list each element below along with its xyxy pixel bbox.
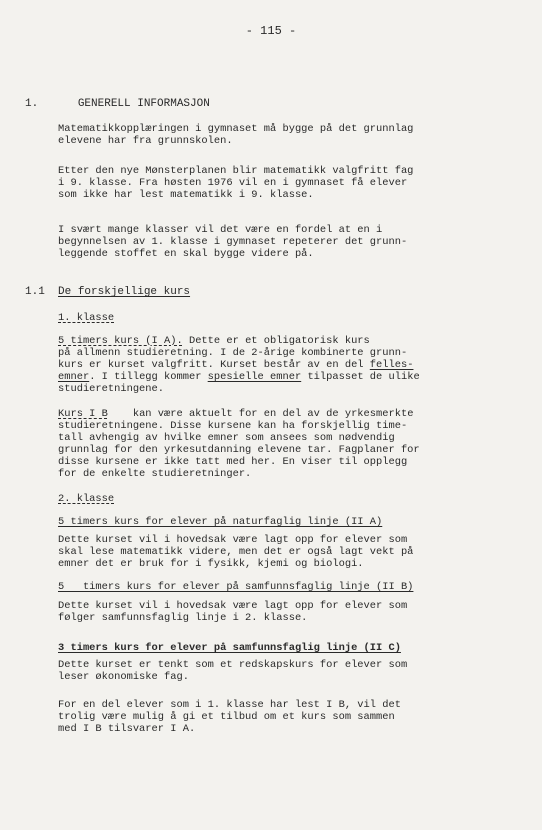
course-heading: Kurs I B: [58, 408, 108, 420]
text-line: skal lese matematikk videre, men det er også lagt vekt på: [58, 546, 414, 558]
course-heading-2c: 3 timers kurs for elever på samfunnsfaglig linje (II C): [58, 642, 401, 654]
subheading-2-klasse: 2. klasse: [58, 493, 115, 505]
text-line: begynnelsen av 1. klasse i gymnaset repeterer det grunn-: [58, 236, 408, 248]
course-heading-2b: 5 timers kurs for elever på samfunnsfaglig linje (II B): [58, 581, 414, 593]
page-number: - 115 -: [245, 24, 297, 38]
underlined-term: emner: [58, 371, 90, 383]
text-line: tall avhengig av hvilke emner som ansees som nødvendig: [58, 432, 395, 444]
text-line: studieretningene. Disse kursene kan ha forskjellig time-: [58, 420, 408, 432]
text-line: [58, 360, 413, 372]
section-number: 1.: [25, 98, 39, 110]
text-line: leggende stoffet en skal bygge videre på.: [58, 248, 314, 260]
course-heading-2a: 5 timers kurs for elever på naturfaglig linje (II A): [58, 516, 383, 528]
text-line: disse kursene er ikke tatt med her. En viser til opplegg: [58, 456, 408, 468]
text-line: [58, 409, 413, 421]
text-line: med I B tilsvarer I A.: [58, 723, 196, 735]
section-title: De forskjellige kurs: [58, 286, 191, 298]
text-line: [58, 336, 370, 348]
text-span: kurs er kurset valgfritt. Kurset består av en del: [58, 359, 364, 371]
text-line: Dette kurset vil i hovedsak være lagt opp for elever som: [58, 534, 408, 546]
course-heading: 5 timers kurs (I A).: [58, 335, 183, 347]
text-span: . I tillegg kommer: [89, 371, 208, 383]
section-title: GENERELL INFORMASJON: [77, 98, 210, 110]
text-line: elevene har fra grunnskolen.: [58, 135, 233, 147]
text-line: Etter den nye Mønsterplanen blir matematikk valgfritt fag: [58, 165, 414, 177]
underlined-term: felles-: [369, 359, 414, 371]
text-line: for de enkelte studieretninger.: [58, 468, 252, 480]
text-line: studieretningene.: [58, 383, 165, 395]
text-line: grunnlag for den yrkesutdanning elevene tar. Fagplaner for: [58, 444, 420, 456]
text-line: leser økonomiske fag.: [58, 671, 189, 683]
underlined-term: spesielle emner: [207, 371, 302, 383]
text-line: som ikke har lest matematikk i 9. klasse.: [58, 189, 314, 201]
text-line: i 9. klasse. Fra høsten 1976 vil en i gymnaset få elever: [58, 177, 408, 189]
text-line: på allmenn studieretning. I de 2-årige kombinerte grunn-: [58, 347, 408, 359]
text-line: Matematikkopplæringen i gymnaset må bygge på det grunnlag: [58, 123, 414, 135]
text-line: For en del elever som i 1. klasse har lest I B, vil det: [58, 699, 401, 711]
section-1-heading: [25, 98, 210, 110]
text-span: kan være aktuelt for en del av de yrkesmerkte: [107, 408, 414, 420]
text-line: følger samfunnsfaglig linje i 2. klasse.: [58, 612, 308, 624]
text-line: [58, 372, 420, 384]
section-1-1-heading: [25, 286, 190, 298]
subheading-1-klasse: 1. klasse: [58, 312, 115, 324]
text-span: Dette er et obligatorisk kurs: [182, 335, 370, 347]
text-line: trolig være mulig å gi et tilbud om et kurs som sammen: [58, 711, 395, 723]
section-number: 1.1: [25, 286, 45, 298]
text-line: Dette kurset vil i hovedsak være lagt opp for elever som: [58, 600, 408, 612]
text-span: tilpasset de ulike: [301, 371, 420, 383]
text-line: Dette kurset er tenkt som et redskapskurs for elever som: [58, 659, 408, 671]
text-line: emner det er bruk for i fysikk, kjemi og biologi.: [58, 558, 364, 570]
text-line: I svært mange klasser vil det være en fordel at en i: [58, 224, 383, 236]
